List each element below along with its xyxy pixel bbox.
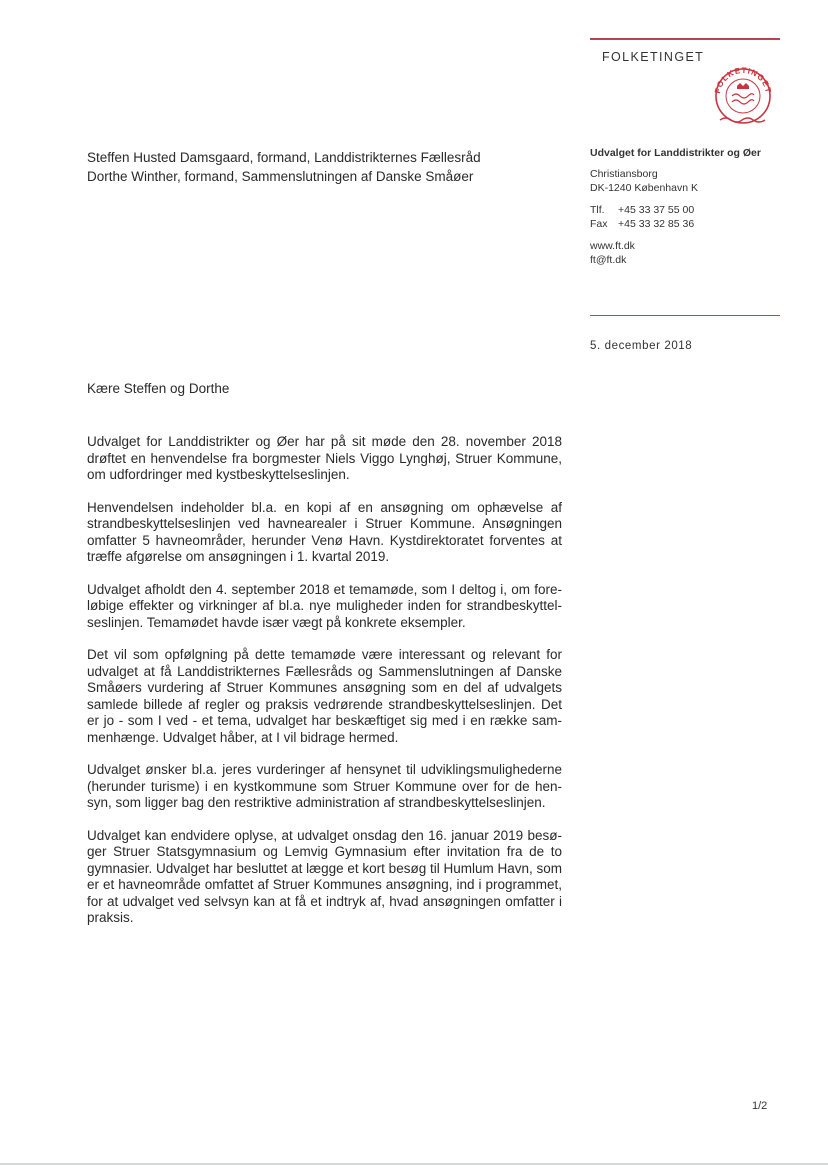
phone-label: Tlf. — [590, 204, 605, 216]
body-paragraph: Udvalget afholdt den 4. september 2018 et temamøde, som I deltog i, om foreløbige effekter og virkninger af bl.a. nye muligheder inden for strandbeskyttelseslinjen. Temamødet havde især vægt på konkrete eksempler. — [87, 581, 562, 630]
letterhead-top-rule — [590, 38, 780, 40]
recipient-line: Steffen Husted Damsgaard, formand, Landdistrikternes Fællesråd — [87, 150, 481, 165]
fax-number: +45 33 32 85 36 — [618, 218, 695, 230]
letter-body — [87, 434, 562, 943]
postal-address — [590, 167, 780, 195]
scan-bottom-edge — [0, 1163, 828, 1165]
fax-label: Fax — [590, 218, 608, 230]
recipient-line: Dorthe Winther, formand, Sammenslutningen af Danske Småøer — [87, 169, 474, 184]
sidebar-divider — [590, 315, 780, 316]
phone-number: +45 33 37 55 00 — [618, 204, 695, 216]
sender-info — [590, 146, 780, 267]
page-number: 1/2 — [752, 1100, 768, 1112]
website-link[interactable]: www.ft.dk — [590, 240, 635, 252]
body-paragraph: Det vil som opfølgning på dette temamøde være interessant og relevant for udvalget at få Landdistrikternes Fællesråds og Sammenslutningen af Danske Småøers vurdering af Struer Kommunes ansøgning som en del af udvalgets samlede billede af regler og praksis vedrørende strandbeskyttelseslinjen. Det er jo - som I ved - et tema, udvalget har beskæftiget sig med i en række sammenhænge. Udvalget håber, at I vil bidrage hermed. — [87, 647, 562, 745]
phone-row — [590, 203, 780, 217]
committee-name: Udvalget for Landdistrikter og Øer — [590, 147, 761, 159]
address-line: DK-1240 København K — [590, 182, 698, 194]
address-line: Christiansborg — [590, 168, 658, 180]
letter-date: 5. december 2018 — [590, 340, 693, 352]
body-paragraph: Udvalget kan endvidere oplyse, at udvalget onsdag den 16. januar 2019 besøger Struer Statsgymnasium og Lemvig Gymnasium efter invitation fra de to gymnasier. Udvalget har besluttet at lægge et kort besøg til Humlum Havn, som er et havneområde omfattet af Struer Kommunes ansøgning, ind i programmet, for at udvalget ved selvsyn kan at få et indtryk af, hvad ansøgningen omfatter i praksis. — [87, 827, 562, 925]
recipients-block — [87, 148, 481, 186]
svg-text:FOLKETINGET: FOLKETINGET — [713, 65, 773, 95]
salutation: Kære Steffen og Dorthe — [87, 381, 230, 396]
body-paragraph: Henvendelsen indeholder bl.a. en kopi af en ansøgning om ophævelse af strandbeskyttelseslinjen ved havnearealer i Struer Kommune. Ansøgningen omfatter 5 havneområder, herunder Venø Havn. Kystdirektoratet forventes at træffe afgørelse om ansøgningen i 1. kvartal 2019. — [87, 499, 562, 564]
folketinget-seal-icon — [704, 62, 782, 126]
email-link[interactable]: ft@ft.dk — [590, 254, 627, 266]
body-paragraph: Udvalget for Landdistrikter og Øer har på sit møde den 28. november 2018 drøftet en henvendelse fra borgmester Niels Viggo Lynghøj, Struer Kommune, om udfordringer med kystbeskyttelseslinjen. — [87, 434, 562, 482]
contact-links — [590, 239, 780, 267]
letterhead-name: FOLKETINGET — [602, 50, 705, 64]
body-paragraph: Udvalget ønsker bl.a. jeres vurderinger af hensynet til udviklingsmulighederne (herunder turisme) i en kystkommune som Struer Kommune over for de hensyn, som ligger bag den restriktive administration af strandbeskyttelseslinjen. — [87, 762, 562, 810]
fax-row — [590, 217, 780, 231]
